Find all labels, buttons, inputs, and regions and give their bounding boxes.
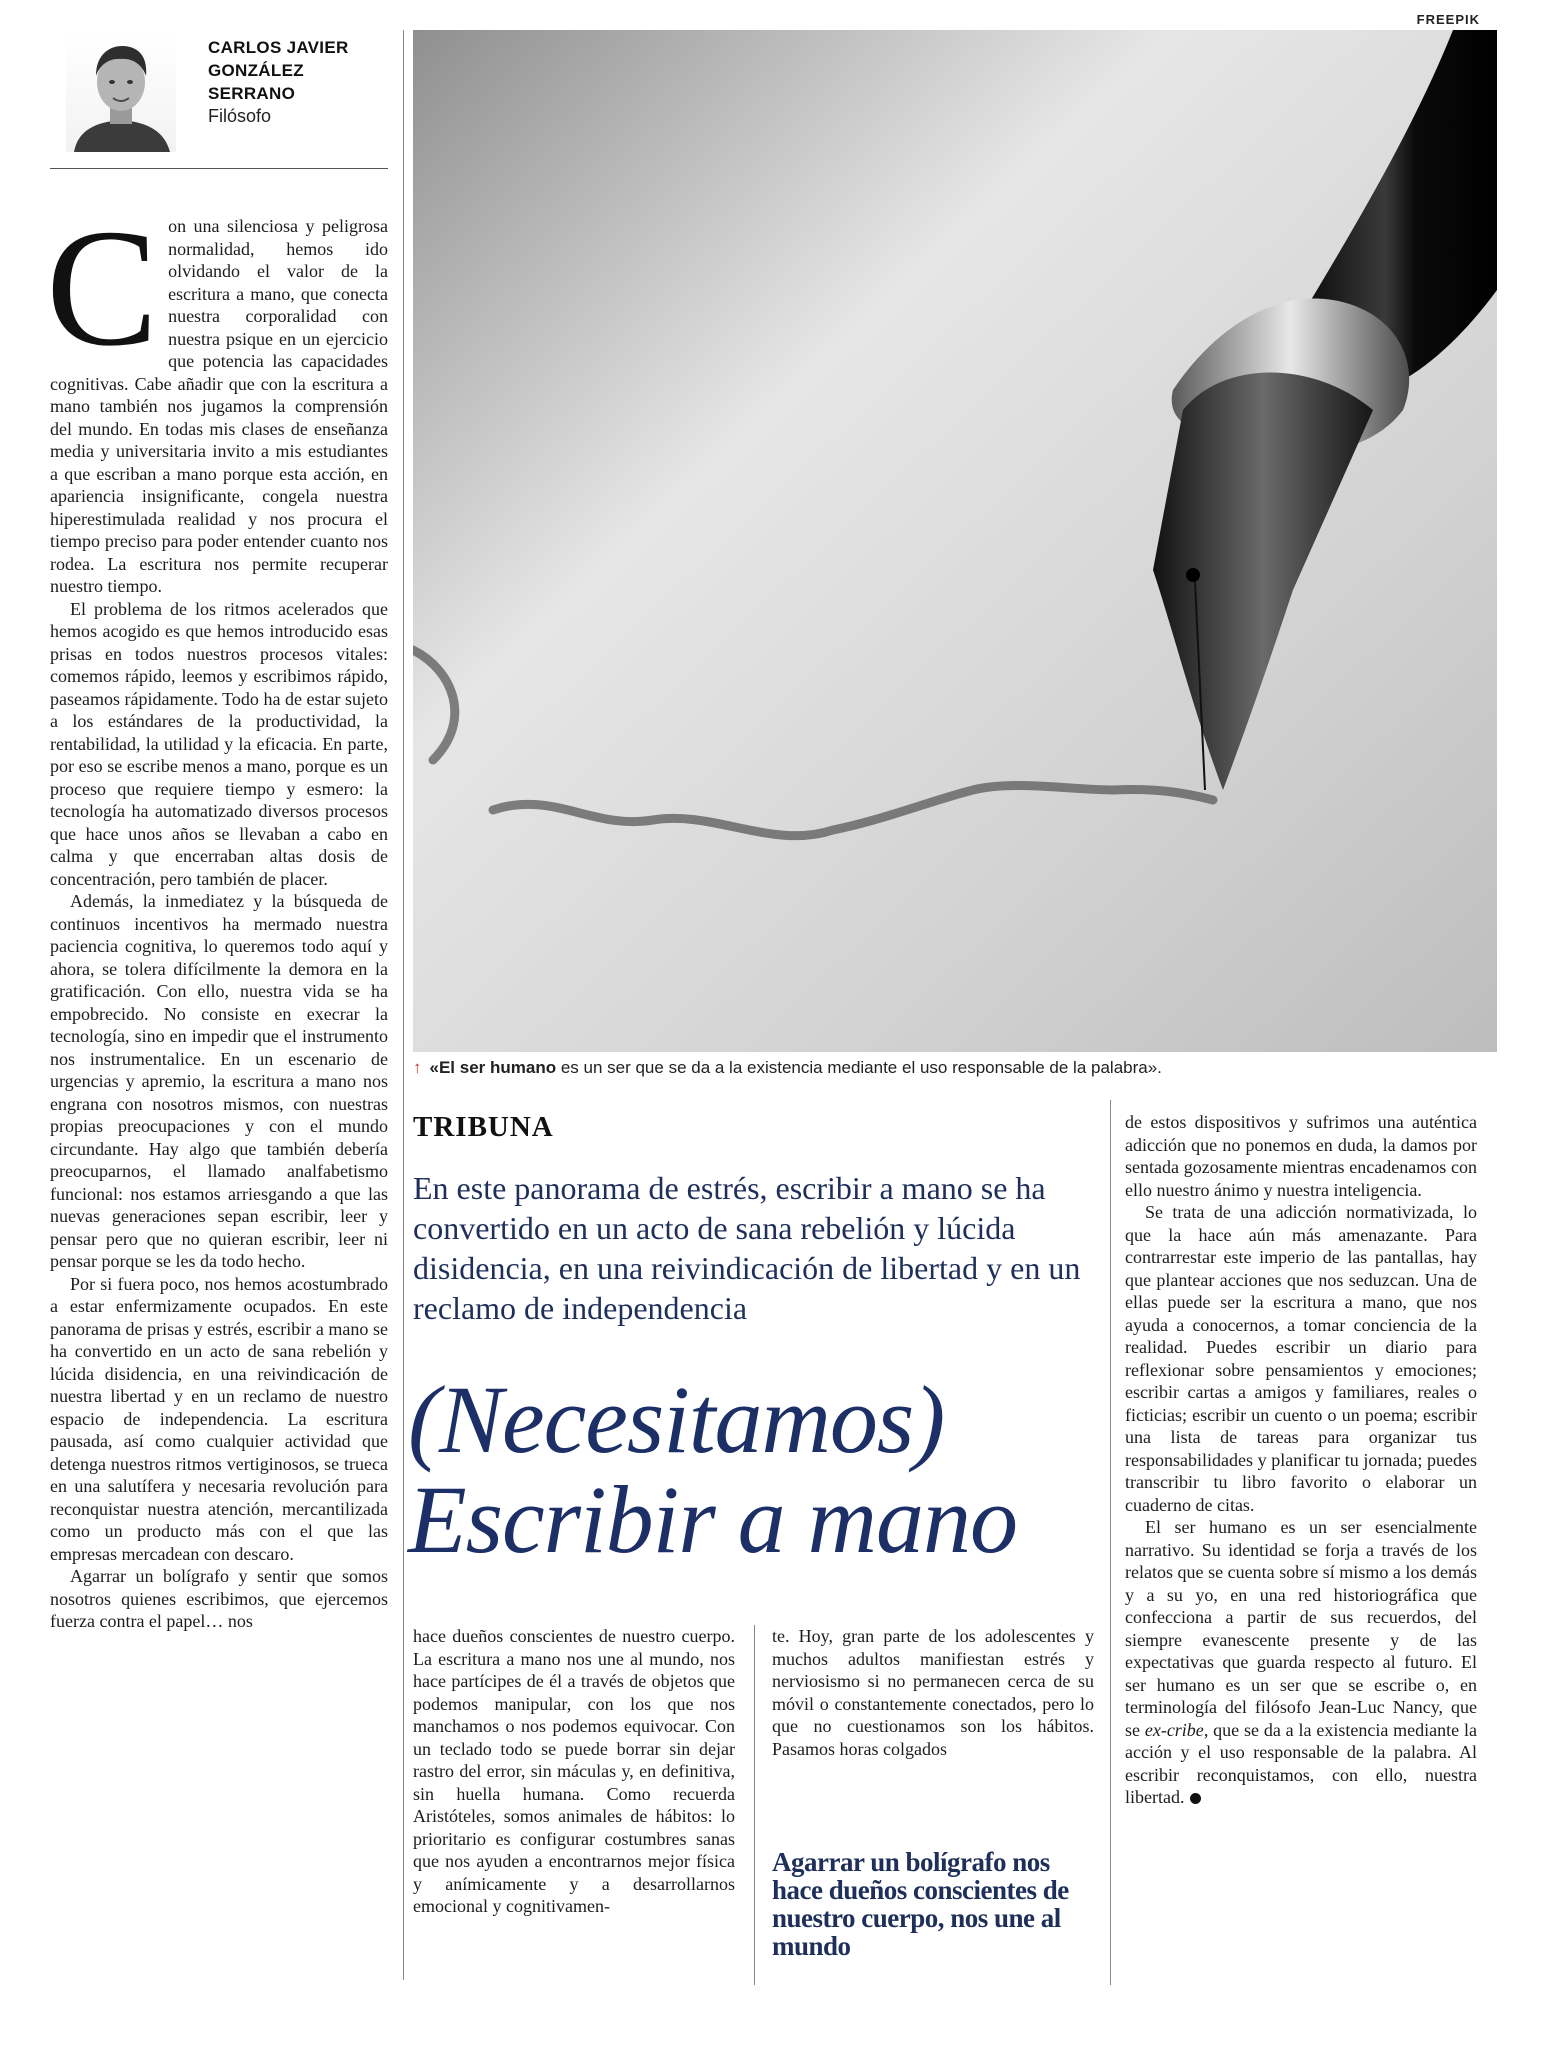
column-divider-middle: [754, 1625, 755, 1985]
photo-credit: FREEPIK: [1416, 12, 1480, 27]
body-paragraph: El problema de los ritmos acelerados que hemos acogido es que hemos introducido esas prisas en todos nuestros procesos vitales: comemos rápido, leemos y escribimos rápido, paseamos rápidamente. Todo ha de estar sujeto a los estándares de la productividad, la rentabilidad, la utilidad y la eficacia. En parte, por eso se escribe menos a mano, porque es un proceso que requiere tiempo y esmero: la tecnología ha automatizado diversos procesos que hace unos años se llevaban a cabo en calma y que encerraban altas dosis de concentración, pero también de placer.: [50, 598, 388, 889]
body-paragraph: [46, 195, 388, 598]
author-name-line3: SERRANO: [208, 84, 296, 103]
author-role: Filósofo: [208, 106, 272, 126]
body-paragraph: hace dueños conscientes de nuestro cuerpo. La escritura a mano nos une al mundo, nos hace partícipes de él a través de objetos que podemos manipular, con los que nos manchamos o nos podemos equivocar. Con un teclado todo se puede borrar sin dejar rastro del error, sin máculas y, en definitiva, sin huella humana. Como recuerda Aristóteles, somos animales de hábitos: lo prioritario es configurar costumbres sanas que nos ayuden a encontrarnos mejor física y anímicamente y a desarrollarnos emocional y cognitivamen-: [413, 1626, 735, 1916]
end-of-article-mark: [1190, 1793, 1201, 1804]
pull-quote: Agarrar un bolígrafo nos hace dueños conscientes de nuestro cuerpo, nos une al mundo: [772, 1847, 1069, 1961]
headline-line1: (Necesitamos): [408, 1366, 945, 1473]
body-paragraph: Agarrar un bolígrafo y sentir que somos nosotros quienes escribimos, que ejercemos fuerza contra el papel… nos: [50, 1566, 388, 1631]
drop-cap: C: [46, 195, 159, 381]
paragraph-text: on una silenciosa y peligrosa normalidad, hemos ido olvidando el valor de la escritura a mano, que conecta nuestra corporalidad con nuestra psique en un ejercicio que potencia las capacidades cognitivas. Cabe añadir que con la escritura a mano también nos jugamos la comprensión del mundo. En todas mis clases de enseñanza media y universitaria invito a mis estudiantes a que escriban a mano porque esta acción, en apariencia insignificante, congela nuestra hiperestimulada realidad y nos procura el tiempo preciso para poder entender cuanto nos rodea. La escritura nos permite recuperar nuestro tiempo.: [50, 216, 388, 596]
caption-highlight: «El ser humano: [429, 1058, 557, 1077]
body-paragraph: de estos dispositivos y sufrimos una auténtica adicción que no ponemos en duda, la damos por sentada gozosamente mientras encadenamos con ello nuestro ánimo y nuestra inteligencia.: [1125, 1112, 1477, 1200]
headline: [408, 1366, 1108, 1573]
body-paragraph: te. Hoy, gran parte de los adolescentes y muchos adultos manifiestan estrés y nerviosismo si no permanecen cerca de su móvil o constantemente conectados, pero lo que no cuestionamos son los hábitos. Pasamos horas colgados: [772, 1626, 1094, 1759]
photo-caption: [413, 1058, 1497, 1078]
standfirst: En este panorama de estrés, escribir a mano se ha convertido en un acto de sana rebelión y lúcida disidencia, en una reivindicación de libertad y en un reclamo de independencia: [413, 1170, 1081, 1326]
author-name-line1: CARLOS JAVIER: [208, 38, 349, 57]
author-name: [208, 36, 349, 105]
italic-term: ex-cribe: [1144, 1719, 1204, 1740]
headline-line2: Escribir a mano: [408, 1466, 1017, 1573]
body-column-left: [46, 195, 388, 1633]
author-name-line2: GONZÁLEZ: [208, 61, 304, 80]
author-portrait: [66, 34, 176, 152]
author-divider: [50, 168, 388, 169]
body-column-right: [1125, 1111, 1477, 1809]
body-column-middle-2: [772, 1625, 1094, 1760]
caption-arrow-icon: ↑: [413, 1058, 422, 1077]
body-paragraph: Además, la inmediatez y la búsqueda de continuos incentivos ha mermado nuestra paciencia cognitiva, lo queremos todo aquí y ahora, se tolera difícilmente la demora en la gratificación. Con ello, nuestra vida se ha empobrecido. No consiste en execrar la tecnología, sino en impedir que el instrumento nos instrumentalice. En un escenario de urgencias y apremio, la escritura a mano nos engrana con nosotros mismos, con nuestras propias preocupaciones y con el mundo circundante. Hay algo que también debería preocuparnos, el llamado analfabetismo funcional: nos estamos arriesgando a que las nuevas generaciones sepan escribir, leer y pensar pero que no quieran escribir, leer ni pensar porque se les da todo hecho.: [50, 891, 388, 1271]
column-divider-left: [403, 30, 404, 1980]
body-column-middle-1: [413, 1625, 735, 1918]
caption-text: es un ser que se da a la existencia mediante el uso responsable de la palabra».: [556, 1058, 1162, 1077]
body-paragraph: Por si fuera poco, nos hemos acostumbrado a estar enfermizamente ocupados. En este panorama de prisas y estrés, escribir a mano se ha convertido en un acto de sana rebelión y lúcida disidencia, en una reivindicación de nuestra libertad y en un reclamo de nuestro espacio de independencia. La escritura pausada, así como cualquier actividad que detenga nuestros ritmos vertiginosos, se trueca en una salutífera y necesaria revolución para reconquistar nuestra atención, mercantilizada como un producto más con el que las empresas mercadean con descaro.: [50, 1273, 388, 1564]
paragraph-text: , que se da a la existencia mediante la acción y el uso responsable de la palabra. Al escribir reconquistamos, con ello, nuestra libertad.: [1125, 1719, 1477, 1807]
fountain-pen-photo: [413, 30, 1497, 1052]
paragraph-text: El ser humano es un ser esencialmente narrativo. Su identidad se forja a través de los relatos que se cuenta sobre sí mismo a los demás y a su yo, en una red historiográfica que confecciona a partir de sus recuerdos, del siempre evanescente presente y de las expectativas que guarda respecto al futuro. El ser humano es un ser que se escribe o, en terminología del filósofo Jean-Luc Nancy, que se: [1125, 1517, 1477, 1740]
section-kicker: TRIBUNA: [413, 1111, 554, 1143]
body-paragraph: Se trata de una adicción normativizada, lo que la hace aún más amenazante. Para contrarrestar este imperio de las pantallas, hay que plantear acciones que nos seduzcan. Una de ellas puede ser la escritura a mano, que nos ayuda a conocernos, a tomar conciencia de la realidad. Puedes escribir un diario para reflexionar sobre pensamientos y emociones; escribir cartas a amigos y familiares, reales o ficticias; escribir un cuento o un poema; escribir una lista de tareas para organizar tus responsabilidades y planificar tu jornada; puedes transcribir tu libro favorito o elaborar un cuaderno de citas.: [1125, 1202, 1477, 1515]
column-divider-right: [1110, 1100, 1111, 1985]
body-paragraph: [1125, 1516, 1477, 1809]
